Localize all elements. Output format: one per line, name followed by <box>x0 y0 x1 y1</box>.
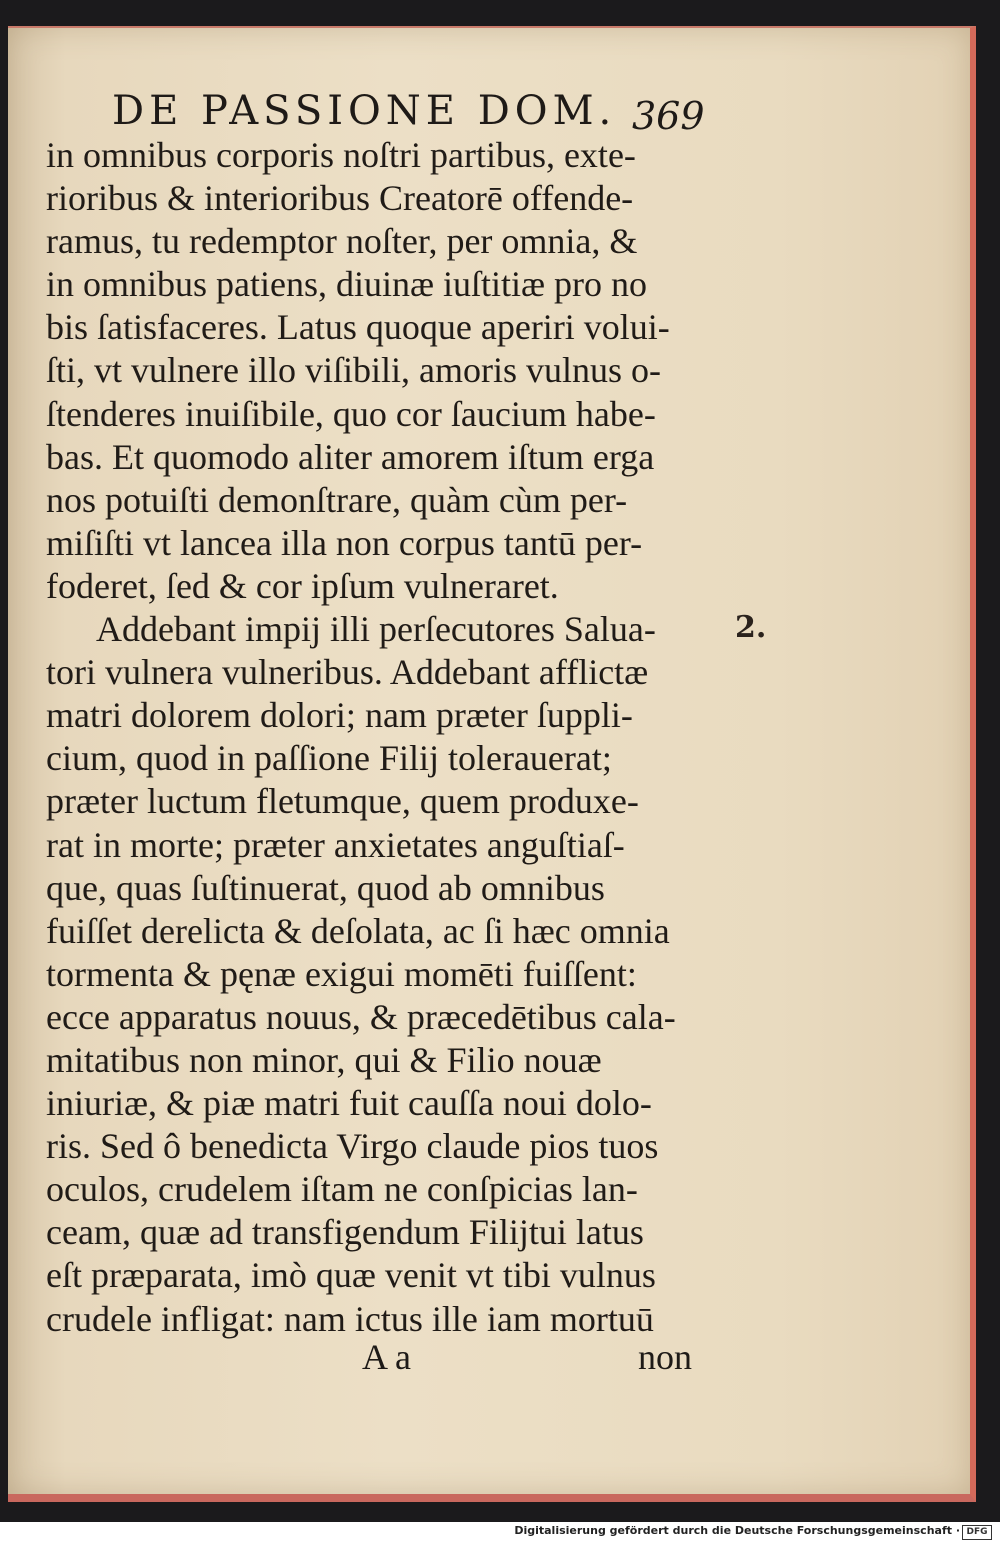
text-line: in omnibus patiens, diuinæ iuſtitiæ pro no <box>46 264 648 305</box>
text-line: miſiſti vt lancea illa non corpus tantū per- <box>46 522 643 563</box>
running-head: DE PASSIONE DOM. <box>112 88 617 134</box>
dfg-logo: DFG <box>962 1525 992 1540</box>
footer-credit: Digitalisierung gefördert durch die Deutsche Forschungsgemeinschaft · <box>514 1524 960 1537</box>
text-line: rioribus & interioribus Creatorē offende- <box>46 178 634 219</box>
text-line: iniuriæ, & piæ matri fuit cauſſa noui dolo- <box>46 1083 652 1124</box>
text-line: ſtenderes inuiſibile, quo cor ſaucium habe- <box>46 393 656 434</box>
body-text <box>46 134 706 1341</box>
text-line: que, quas ſuſtinuerat, quod ab omnibus <box>46 867 605 908</box>
page-number: 369 <box>632 94 705 138</box>
text-line: eſt præparata, imò quæ venit vt tibi vulnus <box>46 1255 656 1296</box>
text-line: ceam, quæ ad transfigendum Filijtui latus <box>46 1212 644 1253</box>
footer-bar <box>0 1522 1000 1541</box>
text-line: ris. Sed ô benedicta Virgo claude pios tuos <box>46 1126 659 1167</box>
text-line: ramus, tu redemptor noſter, per omnia, & <box>46 221 638 262</box>
text-line: præter luctum fletumque, quem produxe- <box>46 781 639 822</box>
text-line: bis ſatisfaceres. Latus quoque aperiri volui- <box>46 307 670 348</box>
paragraph-start-line: Addebant impij illi perſecutores Salua- <box>96 609 656 650</box>
text-line: crudele infligat: nam ictus ille iam mortuū <box>46 1298 654 1339</box>
text-line: mitatibus non minor, qui & Filio nouæ <box>46 1039 602 1080</box>
text-line: fuiſſet derelicta & deſolata, ac ſi hæc omnia <box>46 910 670 951</box>
catchword: non <box>638 1337 692 1377</box>
text-line: bas. Et quomodo aliter amorem iſtum erga <box>46 436 655 477</box>
marginal-number: 2. <box>735 610 767 645</box>
text-line: ecce apparatus nouus, & præcedētibus cala- <box>46 996 676 1037</box>
text-line: in omnibus corporis noſtri partibus, exte- <box>46 135 636 175</box>
text-line: ſti, vt vulnere illo viſibili, amoris vulnus o- <box>46 350 661 391</box>
text-line: foderet, ſed & cor ipſum vulneraret. <box>46 565 559 606</box>
text-line: tori vulnera vulneribus. Addebant afflictæ <box>46 652 649 693</box>
text-line: matri dolorem dolori; nam præter ſuppli- <box>46 695 633 736</box>
text-line: tormenta & pęnæ exigui momēti fuiſſent: <box>46 953 637 994</box>
text-line: cium, quod in paſſione Filij tolerauerat; <box>46 738 612 779</box>
signature-mark: A a <box>362 1337 411 1377</box>
text-line: nos potuiſti demonſtrare, quàm cùm per- <box>46 479 628 520</box>
text-line: rat in morte; præter anxietates anguſtiaſ- <box>46 824 625 865</box>
text-line: oculos, crudelem iſtam ne conſpicias lan- <box>46 1169 638 1210</box>
